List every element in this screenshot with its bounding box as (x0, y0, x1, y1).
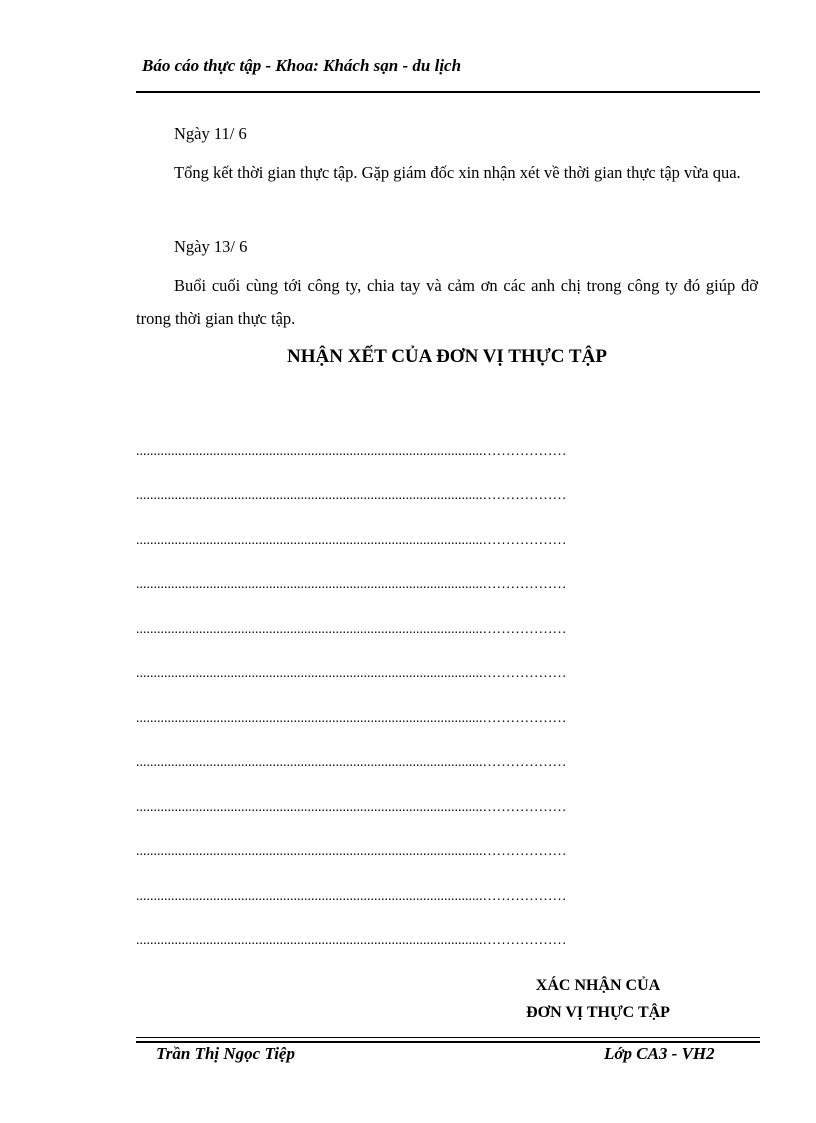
evaluation-title: NHẬN XẾT CỦA ĐƠN VỊ THỰC TẬP (287, 346, 607, 367)
dotted-line: ...................................................................................................……………… (136, 622, 567, 637)
confirmation-line-1: XÁC NHẬN CỦA (535, 977, 661, 994)
dotted-line: ...................................................................................................……………… (136, 800, 567, 815)
dotted-line: ...................................................................................................……………… (136, 933, 567, 948)
confirmation-line-2: ĐƠN VỊ THỰC TẬP (526, 1004, 670, 1021)
page-header (136, 56, 760, 76)
footer-rule-thick (136, 1041, 760, 1043)
dotted-line: ...................................................................................................……………… (136, 711, 567, 726)
dotted-line: ...................................................................................................……………… (136, 755, 567, 770)
confirmation-block (498, 972, 698, 1026)
dotted-line: ...................................................................................................……………… (136, 533, 567, 548)
dotted-line: ...................................................................................................……………… (136, 844, 567, 859)
footer-rule-thin (136, 1037, 760, 1038)
header-rule (136, 91, 760, 93)
dotted-line: ...................................................................................................……………… (136, 666, 567, 681)
dotted-line: ...................................................................................................……………… (136, 889, 567, 904)
header-title: Báo cáo thực tập - Khoa: Khách sạn - du lịch (142, 56, 462, 75)
dotted-line: ...................................................................................................……………… (136, 444, 567, 459)
entry-text-2: Buổi cuối cùng tới công ty, chia tay và cảm ơn các anh chị trong công ty đó giúp đỡ trong thời gian thực tập. (136, 276, 758, 328)
entry-date-2: Ngày 13/ 6 (174, 237, 248, 256)
entry-text-1: Tổng kết thời gian thực tập. Gặp giám đốc xin nhận xét về thời gian thực tập vừa qua. (174, 163, 741, 182)
footer-class: Lớp CA3 - VH2 (604, 1044, 715, 1063)
dotted-line: ...................................................................................................……………… (136, 488, 567, 503)
footer-author: Trần Thị Ngọc Tiệp (156, 1044, 295, 1063)
dotted-line: ...................................................................................................……………… (136, 577, 567, 592)
entry-date-1: Ngày 11/ 6 (174, 124, 247, 143)
